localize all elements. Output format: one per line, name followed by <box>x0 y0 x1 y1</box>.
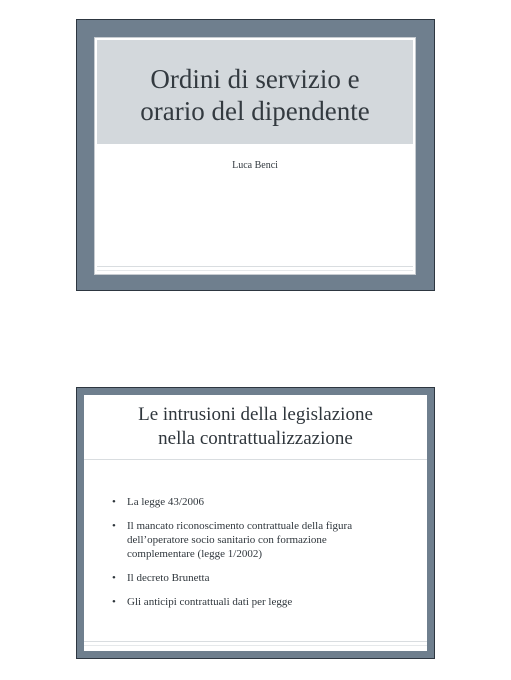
bullet-marker: • <box>112 596 116 608</box>
slide-2-title-line-1: Le intrusioni della legislazione <box>138 404 373 425</box>
bullet-text: La legge 43/2006 <box>127 496 204 508</box>
bullet-text-line: complementare (legge 1/2002) <box>127 548 263 560</box>
slide-1-footer-rule-2 <box>97 270 413 271</box>
slide-2-title <box>138 403 373 451</box>
bullet-text: Gli anticipi contrattuali dati per legge <box>127 596 293 608</box>
bullet-text-line: dell’operatore socio sanitario con formazione <box>127 534 327 546</box>
slide-2-bullet-list <box>112 495 412 619</box>
bullet-marker: • <box>112 572 116 584</box>
slide-1 <box>76 19 435 291</box>
slide-2-title-area <box>84 395 427 460</box>
bullet-item <box>112 571 412 585</box>
bullet-item <box>112 519 412 561</box>
slide-2-title-line-2: nella contrattualizzazione <box>158 428 353 449</box>
slide-2-footer-rule-2 <box>84 645 427 646</box>
bullet-marker: • <box>112 496 116 508</box>
slide-1-title <box>140 63 369 127</box>
bullet-marker: • <box>112 520 116 532</box>
slide-2-footer-rule <box>84 641 427 642</box>
slide-1-author: Luca Benci <box>232 160 278 171</box>
slide-2 <box>76 387 435 659</box>
bullet-item <box>112 495 412 509</box>
slide-1-title-line-1: Ordini di servizio e <box>150 64 360 94</box>
bullet-text: Il decreto Brunetta <box>127 572 210 584</box>
slide-1-title-band <box>97 40 413 144</box>
bullet-item <box>112 595 412 609</box>
slide-1-panel <box>95 38 415 274</box>
slide-1-title-line-2: orario del dipendente <box>140 96 370 126</box>
slide-1-footer-rule <box>97 266 413 267</box>
slide-2-panel <box>84 395 427 651</box>
bullet-text-line: Il mancato riconoscimento contrattuale della figura <box>127 520 353 532</box>
